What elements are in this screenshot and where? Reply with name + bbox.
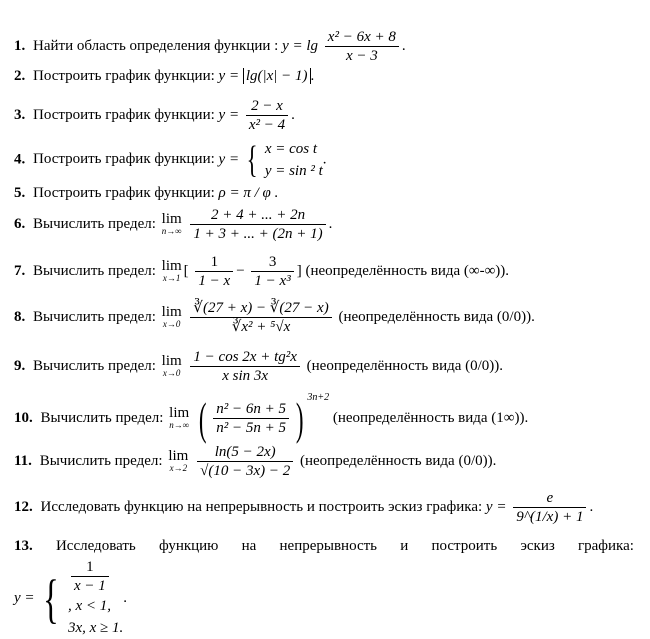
piece-2: 3x, x ≥ 1. [67, 620, 124, 636]
item-text: Вычислить предел: [33, 308, 156, 325]
item-3: 3. Построить график функции: y = $\frac{2 - x}{\text{x² − 4}}$ . [14, 98, 295, 133]
note: (неопределённость вида (0/0)). [299, 452, 497, 469]
word: на [241, 538, 257, 554]
formula: ρ = π / φ . [218, 185, 279, 201]
item-text: Вычислить предел: [39, 452, 163, 469]
word: графика: [578, 538, 634, 554]
fraction [246, 97, 288, 134]
item-text: Построить график функции: [33, 68, 215, 84]
denominator: x − 1 [71, 576, 109, 595]
item-9 [14, 348, 503, 385]
item-7: 7. Вычислить предел: lim x→1 [ $\frac{1}{1 - x}$ − $\frac{3}{\text{1 − x³}}$ ] (неопределённость вида (∞-∞)). [14, 254, 510, 289]
item-5 [14, 185, 278, 202]
denominator: 1 + 3 + ... + (2n + 1) [190, 224, 325, 243]
limit-operator: lim n→∞ [169, 404, 190, 430]
word: и [400, 538, 409, 554]
item-13 [14, 538, 634, 555]
brace-icon: { [246, 139, 258, 181]
item-number: 5. [14, 185, 26, 201]
fraction [197, 443, 293, 480]
item-13-formula: y = { $\frac{1}{x - 1}$ , x < 1, 3x, x ≥ 1. . [14, 558, 127, 639]
equation-system [265, 138, 323, 182]
item-12: 12. Исследовать функцию на непрерывность и построить эскиз графика: y = $\frac{e}{9\^{}(1/x) + 1}$ . [14, 490, 594, 525]
limit-operator: lim x→1 [161, 257, 182, 283]
formula-lhs: y = [218, 151, 243, 168]
numerator: 1 [86, 559, 94, 575]
fraction [213, 400, 289, 437]
item-text: Построить график функции: [33, 106, 215, 123]
item-text: Вычислить предел: [33, 262, 156, 279]
item-number: 11. [14, 452, 32, 469]
formula-lhs: y = [218, 68, 243, 84]
item-text: Вычислить предел: [33, 215, 156, 232]
limit-operator: lim x→2 [168, 447, 189, 473]
item-number: 3. [14, 106, 26, 123]
fraction [71, 558, 109, 595]
item-8 [14, 299, 535, 336]
item-text: Построить график функции: [33, 151, 215, 168]
fraction [190, 348, 299, 385]
item-1: 1. Найти область определения функции : y = lg $\frac{\text{x² − 6x + 8}}{x - 3}$ . [14, 29, 406, 64]
fraction [190, 206, 325, 243]
note: (неопределённость вида (0/0)). [338, 308, 535, 325]
denominator: 1 − x³ [251, 271, 293, 290]
item-10 [14, 392, 528, 442]
item-number: 12. [14, 498, 33, 515]
note: (неопределённость вида (1∞)). [332, 410, 529, 426]
numerator: 3 [268, 254, 277, 270]
denominator: 9^(1/x) + 1 [513, 507, 586, 526]
limit-operator: lim n→∞ [161, 210, 182, 236]
item-6: 6. Вычислить предел: lim n→∞ $\frac{2 + 4 + ... + 2n}{1 + 3 + ... + (2n + 1)}$ . [14, 207, 333, 242]
limit-operator: lim x→0 [161, 352, 182, 378]
item-11 [14, 443, 496, 480]
fraction [190, 299, 331, 336]
brace-icon: { [43, 568, 60, 629]
word: эскиз [520, 538, 555, 554]
system-line-1: x = cos t [264, 141, 318, 157]
formula-lhs: y = [218, 106, 243, 123]
minus-sign: − [236, 262, 245, 279]
numerator: 2 − x [251, 98, 283, 114]
limit-operator: lim x→0 [161, 303, 182, 329]
numerator: 2 + 4 + ... + 2n [210, 207, 306, 223]
formula-lhs: y = [14, 589, 39, 606]
word: функцию [158, 538, 219, 554]
item-text: Исследовать функцию на непрерывность и построить эскиз графика: [40, 498, 483, 515]
denominator: √(10 − 3x) − 2 [197, 461, 293, 480]
item-text: Построить график функции: [33, 185, 215, 201]
item-number: 9. [14, 357, 26, 374]
piece-1 [68, 558, 123, 617]
item-number: 8. [14, 308, 26, 325]
condition: , x < 1, [67, 598, 111, 614]
denominator: ∛x² + ⁵√x [190, 317, 331, 336]
fraction-2 [251, 253, 293, 290]
numerator: 1 − cos 2x + tg²x [193, 349, 297, 365]
denominator: 1 − x [195, 271, 233, 290]
fraction [325, 28, 399, 65]
item-number: 6. [14, 215, 26, 232]
exponent: 3n+2 [307, 392, 330, 403]
denominator: x² − 4 [246, 115, 288, 134]
item-text: Вычислить предел: [40, 410, 164, 426]
item-4: 4. Построить график функции: y = { x = cos t y = sin ² t . [14, 139, 327, 181]
denominator: n² − 5n + 5 [213, 418, 289, 437]
formula-lhs: y = lg [282, 37, 322, 54]
system-line-2: y = sin ² t [264, 163, 323, 179]
item-number: 1. [14, 37, 26, 54]
word: построить [431, 538, 498, 554]
formula-lhs: y = [485, 498, 511, 515]
denominator: x − 3 [325, 46, 399, 65]
paren-right-icon: ) [295, 392, 304, 444]
numerator: ∛(27 + x) − ∛(27 − x) [193, 300, 329, 316]
fraction-1 [195, 253, 233, 290]
item-number: 10. [14, 410, 33, 426]
item-text: Вычислить предел: [33, 357, 156, 374]
piecewise-system [68, 558, 123, 639]
denominator: x sin 3x [190, 366, 299, 385]
item-number: 13. [14, 538, 33, 554]
item-text: Найти область определения функции : [33, 37, 283, 54]
fraction [513, 489, 586, 526]
item-number: 7. [14, 262, 26, 279]
numerator: 1 [210, 254, 219, 270]
item-number: 2. [14, 68, 26, 84]
numerator: n² − 6n + 5 [216, 401, 286, 418]
item-2: 2. Построить график функции: y = lg(|x| − 1) . [14, 68, 315, 84]
numerator: x² − 6x + 8 [327, 29, 396, 45]
word: Исследовать [55, 538, 136, 554]
numerator: ln(5 − 2x) [214, 444, 276, 460]
item-number: 4. [14, 151, 26, 168]
abs-expression: lg(|x| − 1) [243, 68, 311, 84]
note: (неопределённость вида (0/0)). [306, 357, 504, 374]
note: (неопределённость вида (∞-∞)). [305, 262, 510, 279]
item-13-heading [14, 538, 634, 555]
paren-left-icon: ( [198, 392, 207, 444]
numerator: e [546, 490, 554, 506]
word: непрерывность [279, 538, 378, 554]
